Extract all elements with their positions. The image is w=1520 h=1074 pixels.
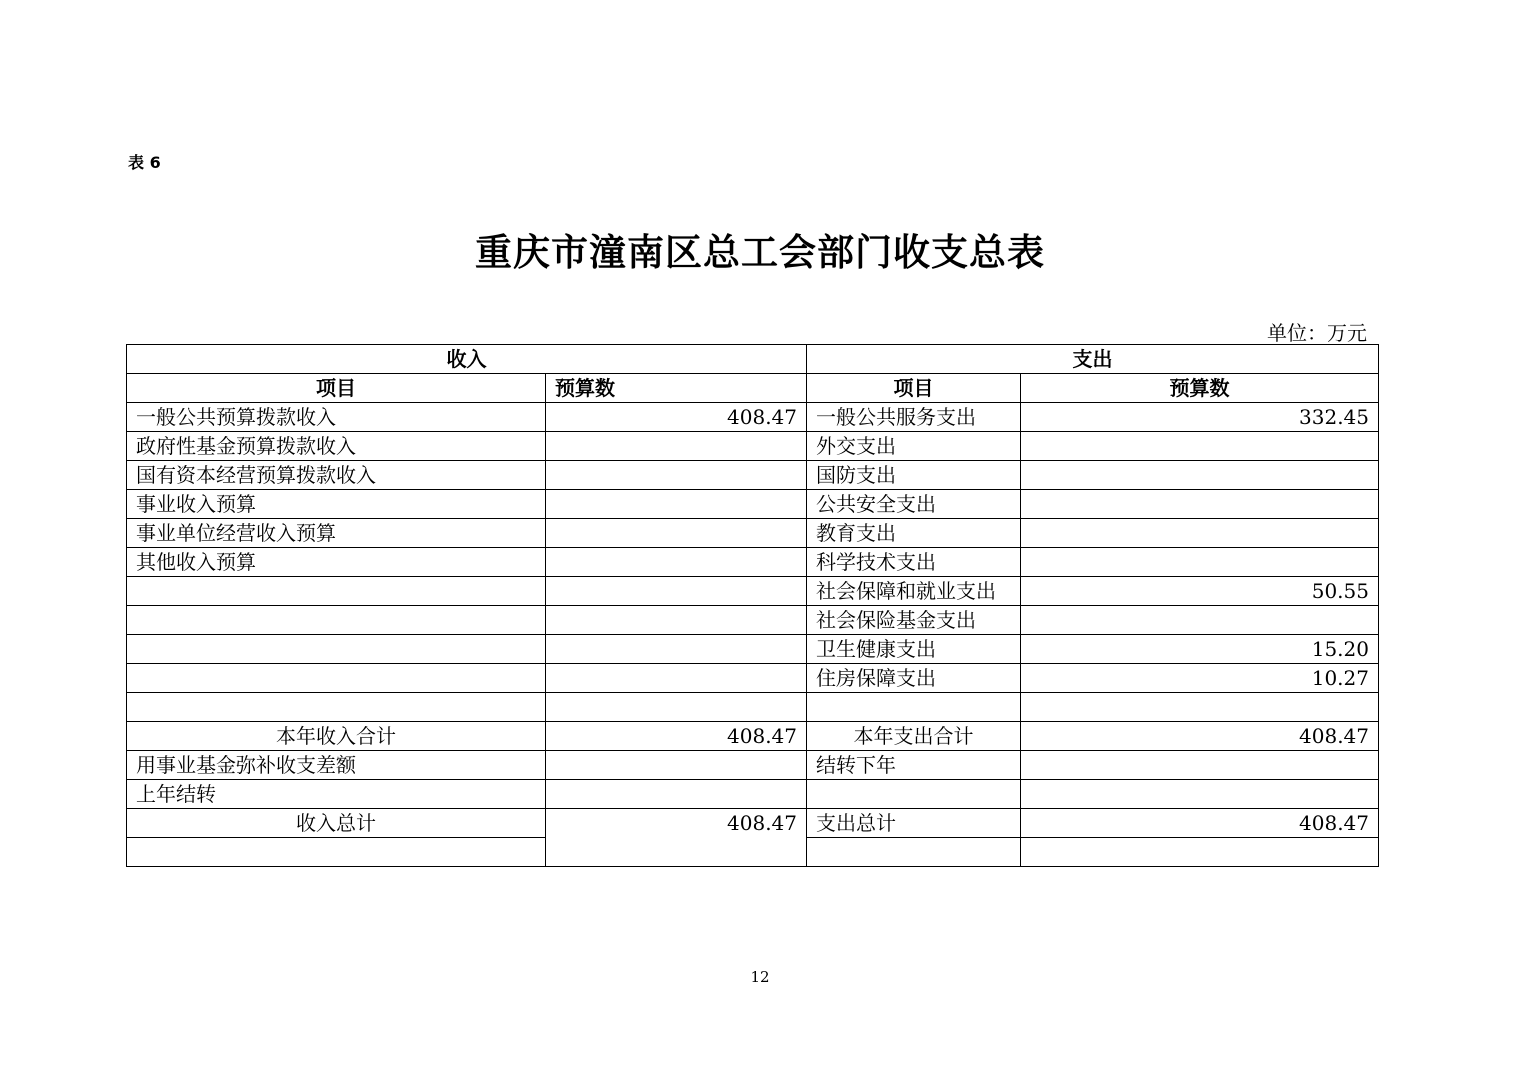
expense-item-header: 项目 xyxy=(807,374,1021,403)
expense-value: 332.45 xyxy=(1021,403,1379,432)
expense-item: 教育支出 xyxy=(807,519,1021,548)
income-budget-header: 预算数 xyxy=(546,374,807,403)
income-item: 事业单位经营收入预算 xyxy=(127,519,546,548)
expense-value xyxy=(1021,548,1379,577)
expense-item: 外交支出 xyxy=(807,432,1021,461)
table-row xyxy=(127,693,1379,722)
income-item: 国有资本经营预算拨款收入 xyxy=(127,461,546,490)
income-header: 收入 xyxy=(127,345,807,374)
table-row xyxy=(127,577,1379,606)
expense-item: 国防支出 xyxy=(807,461,1021,490)
table-number-label: 表 6 xyxy=(128,153,161,172)
income-item xyxy=(127,838,546,867)
expense-value xyxy=(1021,490,1379,519)
expense-value xyxy=(1021,432,1379,461)
carry-over-row xyxy=(127,780,1379,809)
grand-total-row xyxy=(127,809,1379,838)
table-row xyxy=(127,606,1379,635)
expense-item: 结转下年 xyxy=(807,751,1021,780)
income-value xyxy=(546,693,807,722)
table-row xyxy=(127,490,1379,519)
expense-value xyxy=(1021,693,1379,722)
expense-item: 住房保障支出 xyxy=(807,664,1021,693)
expense-value: 50.55 xyxy=(1021,577,1379,606)
income-value xyxy=(546,490,807,519)
expense-value xyxy=(1021,780,1379,809)
table-row xyxy=(127,635,1379,664)
income-item xyxy=(127,693,546,722)
income-value xyxy=(546,577,807,606)
income-item: 事业收入预算 xyxy=(127,490,546,519)
expense-value: 10.27 xyxy=(1021,664,1379,693)
expense-item xyxy=(807,838,1021,867)
expense-value xyxy=(1021,751,1379,780)
table-row xyxy=(127,461,1379,490)
income-item: 政府性基金预算拨款收入 xyxy=(127,432,546,461)
income-item xyxy=(127,635,546,664)
income-year-total-value: 408.47 xyxy=(546,722,807,751)
income-value xyxy=(546,635,807,664)
income-value xyxy=(546,751,807,780)
expense-value: 15.20 xyxy=(1021,635,1379,664)
expense-item: 社会保险基金支出 xyxy=(807,606,1021,635)
fund-balance-row xyxy=(127,751,1379,780)
expense-item: 科学技术支出 xyxy=(807,548,1021,577)
income-value xyxy=(546,432,807,461)
income-value xyxy=(546,519,807,548)
year-total-row xyxy=(127,722,1379,751)
income-value xyxy=(546,461,807,490)
table-row xyxy=(127,664,1379,693)
expense-item xyxy=(807,693,1021,722)
expense-value xyxy=(1021,461,1379,490)
income-item xyxy=(127,606,546,635)
table-header-row-groups xyxy=(127,345,1379,374)
income-value: 408.47 xyxy=(546,403,807,432)
expense-grand-total-value: 408.47 xyxy=(1021,809,1379,838)
expense-item: 一般公共服务支出 xyxy=(807,403,1021,432)
income-item xyxy=(127,664,546,693)
page-title: 重庆市潼南区总工会部门收支总表 xyxy=(475,230,1045,274)
income-value xyxy=(546,606,807,635)
budget-summary-table xyxy=(126,344,1379,867)
table-header-row-columns xyxy=(127,374,1379,403)
income-item-header: 项目 xyxy=(127,374,546,403)
income-item: 上年结转 xyxy=(127,780,546,809)
income-grand-total-value: 408.47 xyxy=(546,809,807,867)
income-value xyxy=(546,780,807,809)
expense-value xyxy=(1021,519,1379,548)
table-row xyxy=(127,548,1379,577)
expense-header: 支出 xyxy=(807,345,1379,374)
expense-value xyxy=(1021,838,1379,867)
income-value xyxy=(546,664,807,693)
expense-item: 社会保障和就业支出 xyxy=(807,577,1021,606)
table-row xyxy=(127,432,1379,461)
expense-year-total-value: 408.47 xyxy=(1021,722,1379,751)
expense-grand-total-label: 支出总计 xyxy=(807,809,1021,838)
income-grand-total-label: 收入总计 xyxy=(127,809,546,838)
income-year-total-label: 本年收入合计 xyxy=(127,722,546,751)
unit-label: 单位：万元 xyxy=(1267,321,1367,345)
expense-item: 卫生健康支出 xyxy=(807,635,1021,664)
expense-value xyxy=(1021,606,1379,635)
expense-item: 公共安全支出 xyxy=(807,490,1021,519)
income-item: 其他收入预算 xyxy=(127,548,546,577)
expense-item xyxy=(807,780,1021,809)
page-number: 12 xyxy=(750,968,770,986)
income-item xyxy=(127,577,546,606)
expense-year-total-label: 本年支出合计 xyxy=(807,722,1021,751)
table-row xyxy=(127,519,1379,548)
income-value xyxy=(546,548,807,577)
income-item: 用事业基金弥补收支差额 xyxy=(127,751,546,780)
expense-budget-header: 预算数 xyxy=(1021,374,1379,403)
table-row xyxy=(127,403,1379,432)
income-item: 一般公共预算拨款收入 xyxy=(127,403,546,432)
